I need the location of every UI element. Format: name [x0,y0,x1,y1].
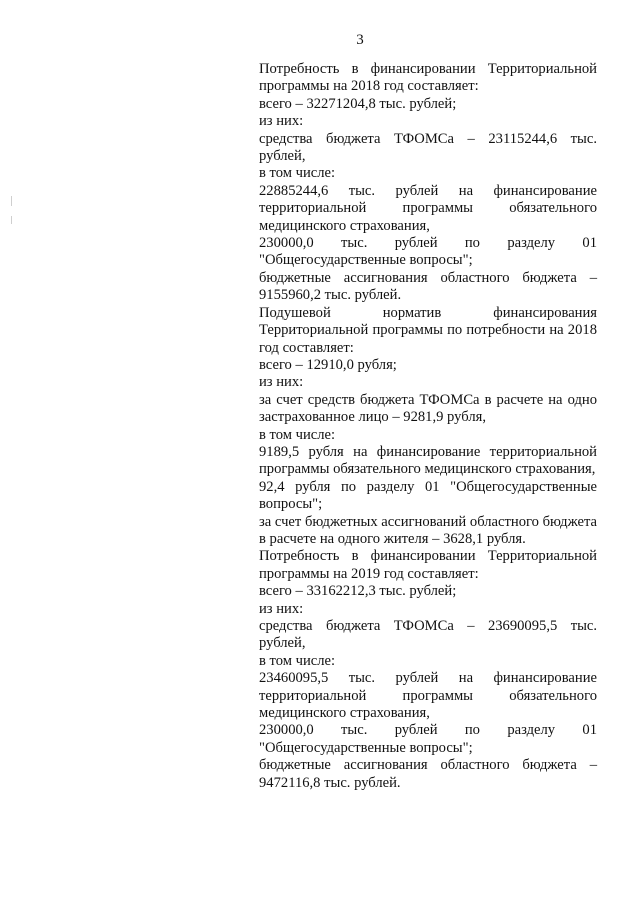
paragraph: всего – 12910,0 рубля; [259,356,397,373]
paragraph: всего – 32271204,8 тыс. рублей; [259,95,457,112]
paragraph: 9189,5 рубля на финансирование территориальной программы обязательного медицинского страхования, [259,443,597,478]
paragraph: средства бюджета ТФОМСа – 23115244,6 тыс. рублей, [259,130,597,165]
paragraph: из них: [259,374,304,391]
scan-edge-mark [11,196,12,206]
paragraph: за счет средств бюджета ТФОМСа в расчете на одно застрахованное лицо – 9281,9 рубля, [259,391,597,426]
paragraph: из них: [259,600,304,617]
document-body [259,61,597,792]
paragraph: в том числе: [259,652,336,669]
paragraph: 22885244,6 тыс. рублей на финансирование территориальной программы обязательного медицинского страхования, [259,182,597,234]
page-number: 3 [356,32,364,48]
paragraph: Подушевой норматив финансирования Территориальной программы по потребности на 2018 год составляет: [259,304,597,356]
paragraph: 23460095,5 тыс. рублей на финансирование территориальной программы обязательного медицинского страхования, [259,670,597,722]
scan-edge-mark [11,216,12,224]
paragraph: в том числе: [259,426,336,443]
paragraph: 230000,0 тыс. рублей по разделу 01 "Общегосударственные вопросы"; [259,235,597,269]
paragraph: бюджетные ассигнования областного бюджета – 9472116,8 тыс. рублей. [259,757,597,791]
paragraph: в том числе: [259,165,336,182]
paragraph: бюджетные ассигнования областного бюджета – 9155960,2 тыс. рублей. [259,269,597,304]
paragraph: 92,4 рубля по разделу 01 "Общегосударственные вопросы"; [259,478,597,513]
paragraph: из них: [259,113,304,130]
paragraph: средства бюджета ТФОМСа – 23690095,5 тыс. рублей, [259,618,597,652]
paragraph: Потребность в финансировании Территориальной программы на 2018 год составляет: [259,61,597,95]
paragraph: всего – 33162212,3 тыс. рублей; [259,583,457,600]
paragraph: 230000,0 тыс. рублей по разделу 01 "Общегосударственные вопросы"; [259,722,597,756]
paragraph: за счет бюджетных ассигнований областного бюджета в расчете на одного жителя – 3628,1 рубля. [259,513,597,547]
paragraph: Потребность в финансировании Территориальной программы на 2019 год составляет: [259,548,597,582]
